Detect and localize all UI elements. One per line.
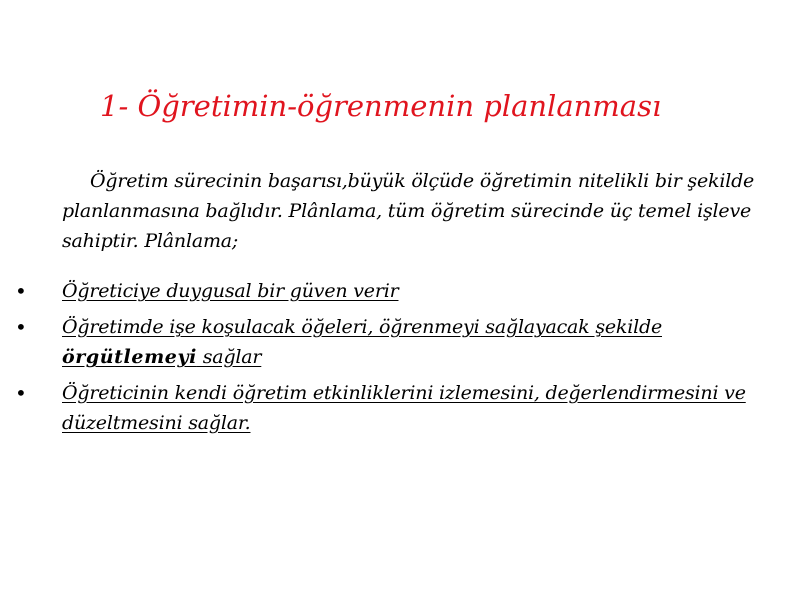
bullet-list	[0, 276, 800, 444]
bullet-text: Öğreticinin kendi öğretim etkinliklerini izlemesini, değerlendirmesini ve düzeltmesini sağlar.	[62, 382, 746, 434]
bullet-text-before: Öğretimde işe koşulacak öğeleri, öğrenmeyi sağlayacak şekilde	[62, 316, 662, 338]
slide-title: 1- Öğretimin-öğrenmenin planlanması	[100, 89, 662, 123]
list-item	[0, 276, 762, 306]
bullet-icon: •	[15, 279, 27, 303]
bullet-emphasis: örgütlemeyi	[62, 346, 197, 368]
intro-text: Öğretim sürecinin başarısı,büyük ölçüde öğretimin nitelikli bir şekilde planlanmasına bağlıdır. Plânlama, tüm öğretim sürecinde üç temel işleve sahiptir. Plânlama;	[62, 170, 755, 252]
bullet-text-after: sağlar	[196, 346, 262, 368]
bullet-icon: •	[15, 381, 27, 405]
list-item	[0, 378, 762, 438]
list-item	[0, 312, 762, 372]
bullet-icon: •	[15, 315, 27, 339]
bullet-text: Öğreticiye duygusal bir güven verir	[62, 280, 399, 302]
intro-paragraph	[62, 166, 762, 256]
